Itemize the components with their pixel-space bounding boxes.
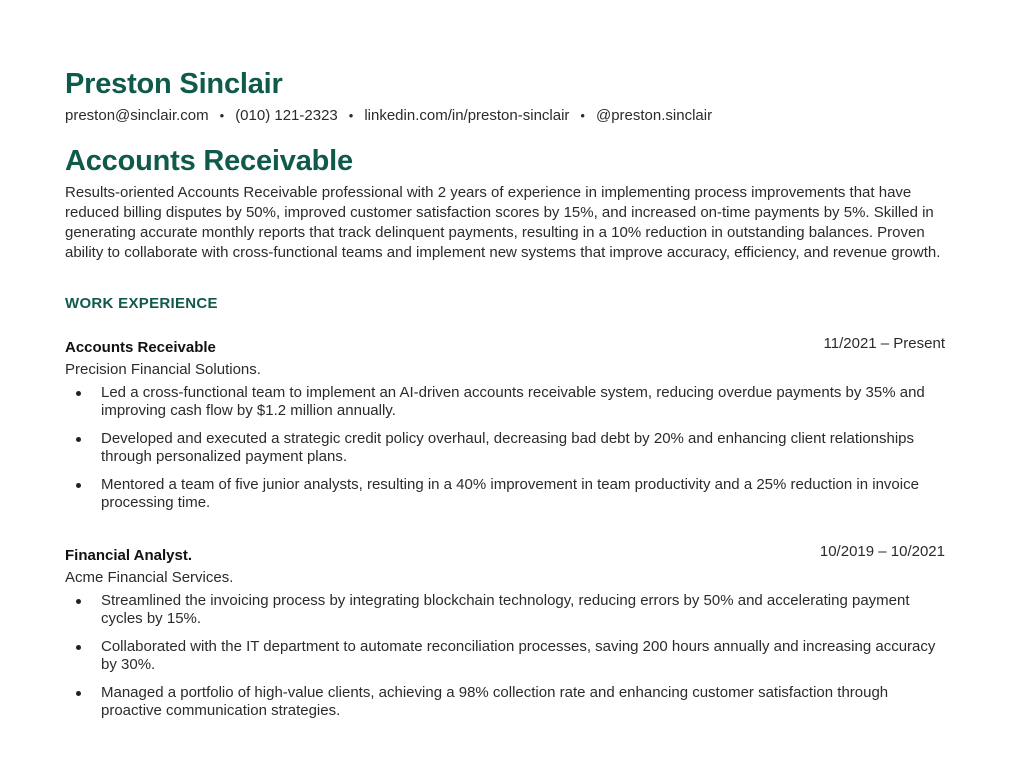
- contact-email[interactable]: preston@sinclair.com: [65, 107, 209, 124]
- separator-dot: •: [219, 108, 225, 123]
- bullet-item: [65, 476, 946, 512]
- section-heading-work-experience: WORK EXPERIENCE: [65, 295, 218, 312]
- job-header: [65, 335, 945, 358]
- bullet-dot-icon: [76, 437, 81, 442]
- bullet-text: Mentored a team of five junior analysts, resulting in a 40% improvement in team productivity and a 25% reduction in invoice processing time.: [101, 476, 919, 511]
- job-header: [65, 543, 945, 566]
- bullet-item: [65, 384, 946, 420]
- bullet-item: [65, 638, 946, 674]
- job-dates: 11/2021 – Present: [823, 335, 945, 352]
- candidate-name: Preston Sinclair: [65, 68, 283, 100]
- job-entry: [65, 335, 945, 512]
- company-name: Acme Financial Services.: [65, 569, 234, 586]
- resume-title: Accounts Receivable: [65, 145, 353, 177]
- separator-dot: •: [580, 108, 585, 123]
- bullet-dot-icon: [76, 483, 81, 488]
- bullet-text: Collaborated with the IT department to automate reconciliation processes, saving 200 hours annually and increasing accuracy by 30%.: [101, 638, 936, 673]
- bullet-dot-icon: [76, 691, 81, 696]
- bullet-dot-icon: [76, 391, 81, 396]
- bullet-dot-icon: [76, 645, 81, 650]
- job-title: Accounts Receivable: [65, 339, 216, 356]
- bullet-text: Streamlined the invoicing process by integrating blockchain technology, reducing errors by 50% and accelerating payment cycles by 15%.: [101, 592, 910, 627]
- bullet-item: [65, 592, 946, 628]
- bullet-text: Led a cross-functional team to implement an AI-driven accounts receivable system, reducing overdue payments by 35% and improving cash flow by $1.2 million annually.: [101, 384, 925, 419]
- company-name: Precision Financial Solutions.: [65, 361, 261, 378]
- contact-line: [65, 106, 945, 126]
- job-title: Financial Analyst.: [65, 547, 192, 564]
- contact-linkedin[interactable]: linkedin.com/in/preston-sinclair: [364, 107, 570, 124]
- job-dates: 10/2019 – 10/2021: [819, 543, 945, 560]
- job-entry: [65, 543, 945, 720]
- bullet-text: Managed a portfolio of high-value clients, achieving a 98% collection rate and enhancing customer satisfaction through proactive communication strategies.: [101, 684, 889, 719]
- bullet-text: Developed and executed a strategic credit policy overhaul, decreasing bad debt by 20% and enhancing client relationships through personalized payment plans.: [101, 430, 915, 465]
- separator-dot: •: [348, 108, 354, 123]
- contact-phone[interactable]: (010) 121-2323: [235, 107, 338, 124]
- job-bullets: [65, 592, 945, 720]
- professional-summary: Results-oriented Accounts Receivable professional with 2 years of experience in implementing process improvements that have reduced billing disputes by 50%, improved customer satisfaction scores by 15%, and increased on-time payments by 5%. Skilled in generating accurate monthly reports that track delinquent payments, resulting in a 10% reduction in outstanding balances. Proven ability to collaborate with cross-functional teams and implement new systems that improve accuracy, efficiency, and revenue growth.: [65, 184, 941, 261]
- bullet-dot-icon: [76, 599, 81, 604]
- job-bullets: [65, 384, 945, 512]
- bullet-item: [65, 684, 946, 720]
- contact-handle[interactable]: @preston.sinclair: [595, 107, 713, 124]
- bullet-item: [65, 430, 946, 466]
